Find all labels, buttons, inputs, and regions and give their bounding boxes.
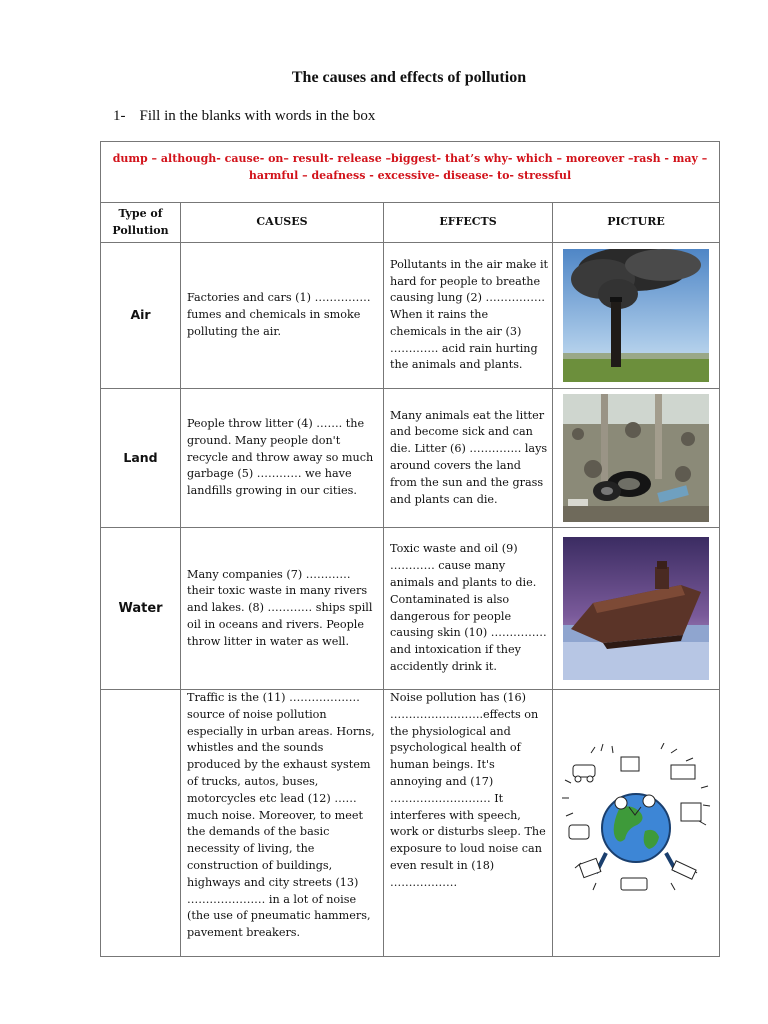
noisy-earth-illustration [561,743,711,903]
effects-air: Pollutants in the air make it hard for people to breathe causing lung (2) ……………. When it rains the chemicals in the air (3) …………. acid rain hurting the animals and plants. [384,243,553,389]
type-water: Water [101,528,181,690]
header-picture: PICTURE [553,203,720,243]
table-row [101,389,720,528]
smokestack-photo [563,249,709,382]
effects-land: Many animals eat the litter and become sick and can die. Litter (6) ………….. lays around covers the land from the sun and the grass and plants can die. [384,389,553,528]
instruction-text: Fill in the blanks with words in the box [139,108,376,124]
page-title: The causes and effects of pollution [291,69,527,86]
causes-air: Factories and cars (1) …………… fumes and chemicals in smoke polluting the air. [181,243,384,389]
causes-noise: Traffic is the (11) ………………. source of noise pollution especially in urban areas. Horns, whistles and the sounds produced by the exhaust system of trucks, autos, buses, motorcycles etc lead (12) …… much noise. Moreover, to meet the demands of the basic necessity of living, the construction of buildings, highways and city streets (13) ………………… in a lot of noise (the use of pneumatic hammers, pavement breakers. [181,690,384,957]
instruction [113,108,375,125]
header-causes: CAUSES [181,203,384,243]
effects-water: Toxic waste and oil (9) ………… cause many animals and plants to die. Contaminated is also dangerous for people causing skin (10) …………… and intoxication if they accidently drink it. [384,528,553,690]
instruction-number: 1- [113,108,126,124]
landfill-photo [563,394,709,522]
header-row [101,203,720,243]
shipwreck-photo [563,537,709,680]
table-row [101,528,720,690]
effects-noise: Noise pollution has (16) …………………….effects on the physiological and psychological health of human beings. It's annoying and (17) ……………………… It interferes with speech, work or disturbs sleep. The exposure to loud noise can even result in (18) ……………… [384,690,553,957]
causes-water: Many companies (7) ………… their toxic waste in many rivers and lakes. (8) ………… ships spill oil in oceans and rivers. People throw litter in water as well. [181,528,384,690]
table-row [101,243,720,389]
type-air: Air [101,243,181,389]
header-effects: EFFECTS [384,203,553,243]
type-noise [101,690,181,957]
pollution-table [100,141,720,957]
word-box: dump – although- cause- on– result- release –biggest- that’s why- which – moreover –rash - may – harmful – deafness - excessive- disease- to- stressful [101,142,720,203]
type-land: Land [101,389,181,528]
header-type: Type of Pollution [101,203,181,243]
table-row [101,690,720,957]
causes-land: People throw litter (4) ……. the ground. Many people don't recycle and throw away so much garbage (5) ………… we have landfills growing in our cities. [181,389,384,528]
